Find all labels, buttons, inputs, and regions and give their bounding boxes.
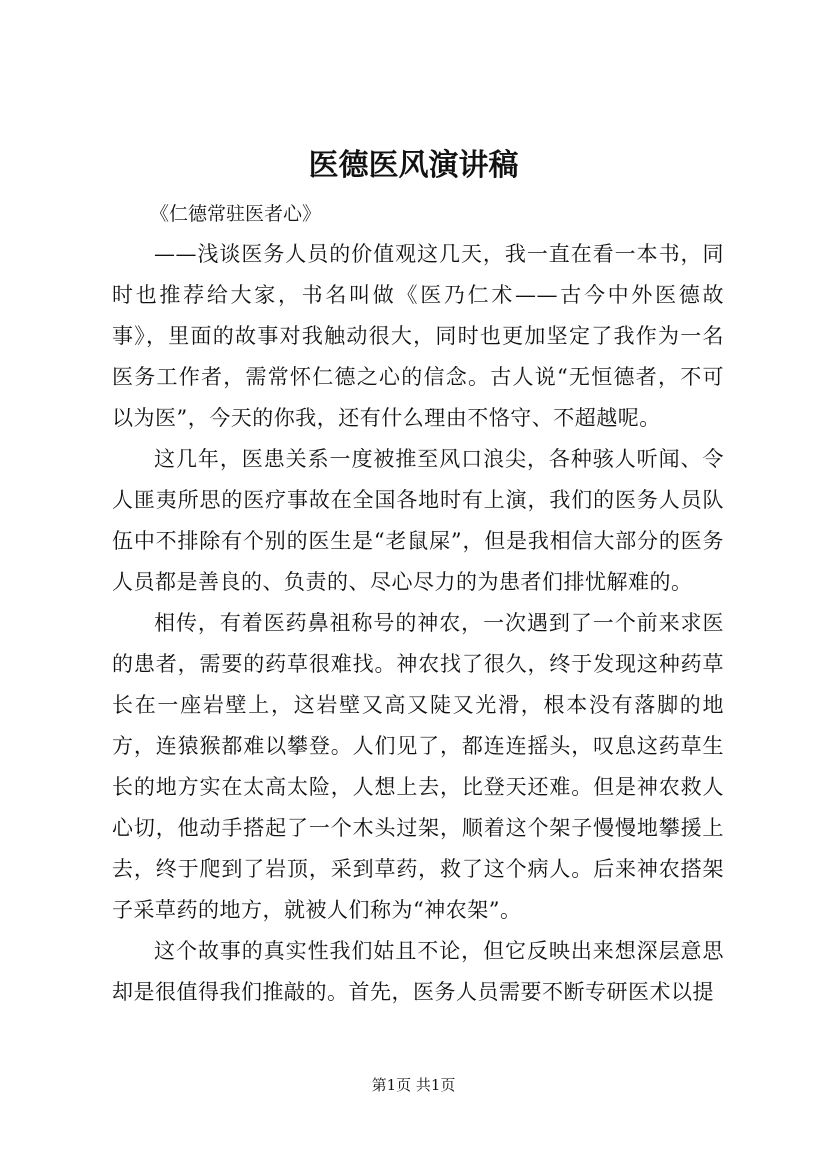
paragraph-1: ——浅谈医务人员的价值观这几天，我一直在看一本书，同时也推荐给大家，书名叫做《医乃仁术——古今中外医德故事》，里面的故事对我触动很大，同时也更加坚定了我作为一名医务工作者，需常怀仁德之心的信念。古人说“无恒德者，不可以为医”，今天的你我，还有什么理由不恪守、不超越呢。 xyxy=(112,242,724,430)
paragraph-2: 这几年，医患关系一度被推至风口浪尖，各种骇人听闻、令人匪夷所思的医疗事故在全国各地时有上演，我们的医务人员队伍中不排除有个别的医生是“老鼠屎”，但是我相信大部分的医务人员都是善良的、负责的、尽心尽力的为患者们排忧解难的。 xyxy=(112,447,724,594)
page-footer: 第1页 共1页 xyxy=(371,1076,456,1094)
document-body xyxy=(112,198,724,1013)
paragraph-3: 相传，有着医药鼻祖称号的神农，一次遇到了一个前来求医的患者，需要的药草很难找。神农找了很久，终于发现这种药草长在一座岩壁上，这岩壁又高又陡又光滑，根本没有落脚的地方，连猿猴都难以攀登。人们见了，都连连摇头，叹息这药草生长的地方实在太高太险，人想上去，比登天还难。但是神农救人心切，他动手搭起了一个木头过架，顺着这个架子慢慢地攀援上去，终于爬到了岩顶，采到草药，救了这个病人。后来神农搭架子采草药的地方，就被人们称为“神农架”。 xyxy=(112,611,724,922)
paragraph-4: 这个故事的真实性我们姑且不论，但它反映出来想深层意思却是很值得我们推敲的。首先，医务人员需要不断专研医术以提 xyxy=(112,939,724,1004)
document-title: 医德医风演讲稿 xyxy=(308,148,519,183)
document-subtitle: 《仁德常驻医者心》 xyxy=(150,203,322,225)
